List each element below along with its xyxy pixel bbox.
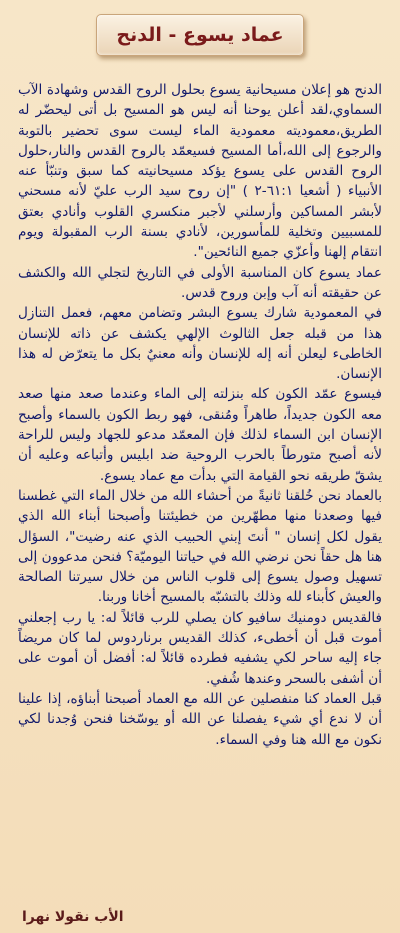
paragraph-1: الدنح هو إعلان مسيحانية يسوع بحلول الروح القدس وشهادة الآب السماوي،لقد أعلن يوحنا أنه ليس هو المسيح بل أتى ليحضّر له الطريق،معموديته معمودية الماء ليست سوى تحضير بالتوبة والرجوع إلى الله،أما المسيح فسيعمّد بالروح القدس والنار،حلول الروح القدس على يسوع يؤكد مسيحانيته كما سبق وتنبّأ عنه الأنبياء ( أشعيا ٦١:١-٢ ) "إن روح سيد الرب عليّ لأنه مسحني لأبشر المساكين وأرسلني لأجبر منكسري القلوب وأنادي بعتق للمسبيين وتخلية للمأسورين، لأنادي بسنة الرب المقبولة ويوم انتقام إلهنا وأعزّي جميع النائحين". xyxy=(18,82,382,261)
paragraph-5: بالعماد نحن خُلقنا ثانيةً من أحشاء الله من خلال الماء التي غطسنا فيها وصعدنا منها مطهّرين من خطيئتنا وأصبحنا أبناء الله الذي يقول لكل إنسان " أنتَ إبني الحبيب الذي عنه رضيت"، السؤال هنا هل حقاً نحن نرضي الله في حياتنا اليوميّة؟ فنحن مدعوون إلى تسهيل وصول يسوع إلى قلوب الناس من خلال سيرتنا الصالحة والعيش كأبناء لله وذلك بالتشبّه بالمسيح أخانا وربنا. xyxy=(18,487,382,606)
title-box xyxy=(96,14,304,56)
paragraph-2: عماد يسوع كان المناسبة الأولى في التاريخ لتجلي الله والكشف عن حقيقته أنه آب وإبن وروح قدس. xyxy=(18,264,382,301)
paragraph-7: قبل العماد كنا منفصلين عن الله مع العماد أصبحنا أبناؤه، إذا علينا أن لا ندع أي شيء يفصلنا عن الله أو يوسّخنا فنحن وُجدنا لكي نكون مع الله هنا وفي السماء. xyxy=(18,690,382,748)
paragraph-6: فالقديس دومنيك سافيو كان يصلي للرب قائلاً له: يا رب إجعلني أموت قبل أن أخطىء، كذلك القديس برناردوس لما كان مريضاً جاء إليه ساحر لكي يشفيه فطرده قائلاً له: أفضل أن أموت على أن أشفى بالسحر وعندها شُفي. xyxy=(18,609,382,687)
article-title: عماد يسوع - الدنح xyxy=(116,24,284,46)
article-body xyxy=(18,80,382,910)
paragraph-3: في المعمودية شارك يسوع البشر وتضامن معهم، فعمل التنازل هذا من قبله جعل الثالوث الإلهي يكشف عن ذاته للإنسان الخاطىء ليعلن أنه إله للإنسان وأنه معنيٌ بكل ما يتعرّض له هذا الإنسان. xyxy=(18,305,382,383)
title-banner xyxy=(0,14,400,56)
author-signature: الأب نقولا نهرا xyxy=(22,909,124,925)
paragraph-4: فيسوع عمّد الكون كله بنزلته إلى الماء وعندما صعد منها صعد معه الكون جديداً، طاهراً ومُنقى، فهو ربط الكون بالسماء وأصبح الإنسان ابن السماء لذلك فإن المعمّد مدعو للجهاد وليس للراحة لأنه أصبح متورطاً بالحرب الروحية ضد ابليس وأتباعه وعليه أن يشقّ طريقه نحو القيامة التي بدأت مع عماد يسوع. xyxy=(18,386,382,484)
